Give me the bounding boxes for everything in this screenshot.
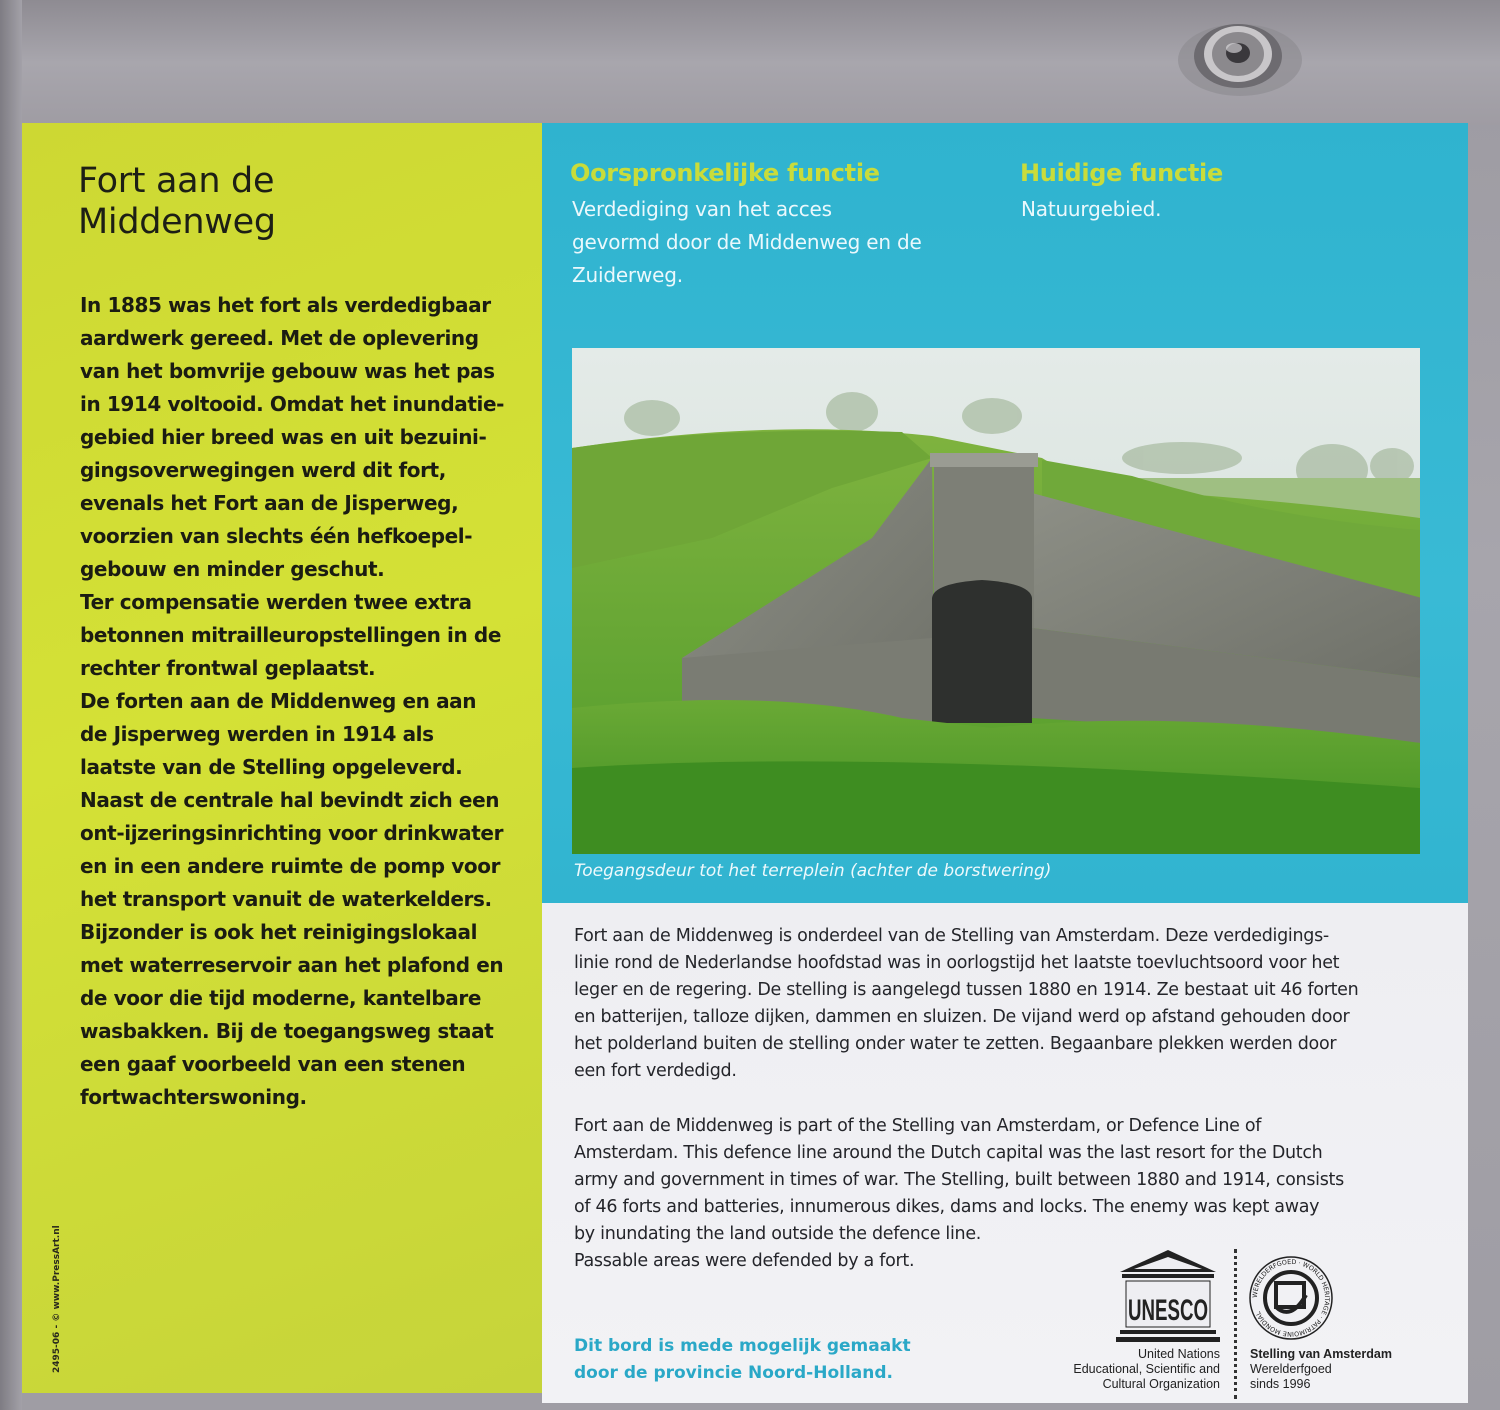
unesco-organization: United Nations Educational, Scientific and Cultural Organization (1073, 1347, 1220, 1391)
svg-text:WERELDERFGOED · WORLD HERITAGE (1251, 1258, 1331, 1338)
fort-entrance-photo (572, 348, 1420, 854)
sign-blue-panel (542, 123, 1468, 903)
description-en: Fort aan de Middenweg is part of the Stelling van Amsterdam, or Defence Line of Amsterdam. This defence line around the Dutch capital was the last resort for the Dutch army and government in times of war. The Stelling, built between 1880 and 1914, consists of 46 forts and batteries, innumerous dikes, dams and locks. The enemy was kept away by inundating the land outside the defence line. Passable areas were defended by a fort. (574, 1116, 1344, 1271)
whc-emblem-text: WERELDERFGOED · WORLD HERITAGE · PATRIMOINE MONDIAL (1250, 1257, 1332, 1339)
current-function-text: Natuurgebied. (1021, 197, 1162, 221)
screw-bolt-icon (1172, 22, 1302, 102)
info-sign (22, 123, 1468, 1403)
unesco-logo-text: UNESCO (1128, 1294, 1208, 1327)
stelling-line-2: Werelderfgoed (1250, 1362, 1332, 1376)
sign-left-panel (22, 123, 542, 1393)
metal-frame-left (0, 0, 22, 1410)
original-function-heading: Oorspronkelijke functie (570, 159, 880, 187)
original-function-text: Verdediging van het acces gevormd door de Middenweg en de Zuiderweg. (572, 197, 922, 287)
sign-white-panel (542, 903, 1468, 1403)
sign-title: Fort aan de Middenweg (78, 161, 276, 242)
fort-photo-illustration (572, 348, 1420, 854)
unesco-temple-logo (1116, 1248, 1220, 1344)
stelling-line-3: sinds 1996 (1250, 1377, 1311, 1391)
stelling-name: Stelling van Amsterdam (1250, 1347, 1392, 1361)
stelling-credit (1250, 1347, 1430, 1392)
photo-caption: Toegangsdeur tot het terreplein (achter de borstwering) (574, 861, 1052, 881)
description-nl: Fort aan de Middenweg is onderdeel van de Stelling van Amsterdam. Deze verdedigings- linie rond de Nederlandse hoofdstad was in oorlogstijd het laatste toevluchtsoord voor het leger en de regering. De stelling is aangelegd tussen 1880 en 1914. Ze bestaat uit 46 forten en batterijen, talloze dijken, dammen en sluizen. De vijand werd op afstand gehouden door het polderland buiten de stelling onder water te zetten. Begaanbare plekken werden door een fort verdedigd. (574, 926, 1359, 1081)
print-credit: 2495-06 - © www.PressArt.nl (52, 1225, 62, 1373)
history-text-nl: In 1885 was het fort als verdedigbaar aardwerk gereed. Met de oplevering van het bomvrije gebouw was het pas in 1914 voltooid. Omdat het inundatie- gebied hier breed was en uit bezuini- gingsoverwegingen werd dit fort, evenals het Fort aan de Jisperweg, voorzien van slechts één hefkoepel- gebouw en minder geschut. Ter compensatie werden twee extra betonnen mitrailleuropstellingen in de rechter frontwal geplaatst. De forten aan de Middenweg en aan de Jisperweg werden in 1914 als laatste van de Stelling opgeleverd. Naast de centrale hal bevindt zich een ont-ijzeringsinrichting voor drinkwater en in een andere ruimte de pomp voor het transport vanuit de waterkelders. Bijzonder is ook het reinigingslokaal met waterreservoir aan het plafond en de voor die tijd moderne, kantelbare wasbakken. Bij de toegangsweg staat een gaaf voorbeeld van een stenen fortwachterswoning. (80, 293, 505, 1109)
current-function-heading: Huidige functie (1020, 159, 1223, 187)
logo-divider (1234, 1249, 1237, 1399)
world-heritage-emblem-icon (1248, 1255, 1334, 1341)
province-sponsor-note: Dit bord is mede mogelijk gemaakt door de provincie Noord-Holland. (574, 1336, 911, 1383)
